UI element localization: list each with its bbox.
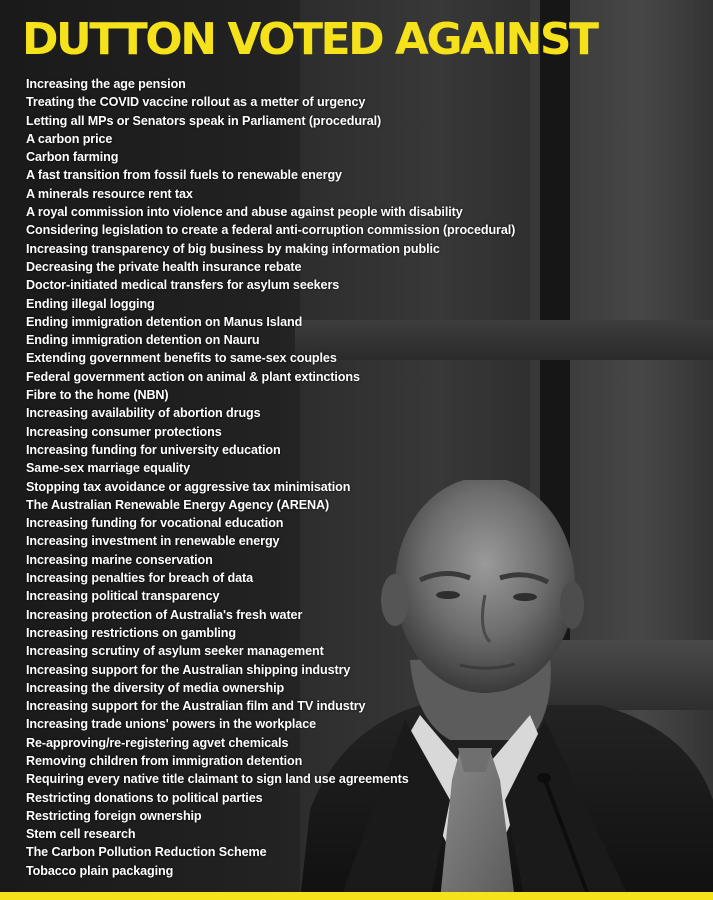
list-item: Considering legislation to create a federal anti-corruption commission (procedural) — [26, 223, 516, 238]
list-item: Carbon farming — [26, 150, 119, 165]
list-item: Increasing scrutiny of asylum seeker management — [26, 644, 324, 659]
list-item: Re-approving/re-registering agvet chemicals — [26, 735, 289, 750]
list-item: Increasing availability of abortion drugs — [26, 406, 261, 421]
list-item: Increasing consumer protections — [26, 424, 222, 439]
list-item: Decreasing the private health insurance rebate — [26, 259, 302, 274]
list-item: Increasing transparency of big business by making information public — [26, 241, 440, 256]
list-item: Requiring every native title claimant to sign land use agreements — [26, 772, 409, 787]
list-item: Increasing funding for university education — [26, 442, 281, 457]
list-item: Ending illegal logging — [26, 296, 155, 311]
list-item: Increasing funding for vocational education — [26, 516, 284, 531]
list-item: Doctor-initiated medical transfers for asylum seekers — [26, 278, 340, 293]
list-item: Increasing trade unions' powers in the workplace — [26, 717, 317, 732]
list-item: Same-sex marriage equality — [26, 461, 191, 476]
list-item: A minerals resource rent tax — [26, 186, 193, 201]
list-item: Federal government action on animal & plant extinctions — [26, 369, 360, 384]
list-item: Increasing penalties for breach of data — [26, 571, 254, 586]
list-item: Ending immigration detention on Manus Island — [26, 314, 303, 329]
list-item: Stopping tax avoidance or aggressive tax minimisation — [26, 479, 351, 494]
list-item: Extending government benefits to same-sex couples — [26, 351, 337, 366]
list-item: Restricting donations to political parties — [26, 790, 263, 805]
list-item: Restricting foreign ownership — [26, 808, 202, 823]
poster-title: DUTTON VOTED AGAINST — [22, 14, 597, 65]
list-item: Removing children from immigration detention — [26, 753, 303, 768]
list-item: Increasing support for the Australian shipping industry — [26, 662, 351, 677]
list-item: Fibre to the home (NBN) — [26, 388, 169, 403]
list-item: Stem cell research — [26, 827, 136, 842]
list-item: A carbon price — [26, 131, 113, 146]
list-item: Increasing marine conservation — [26, 552, 213, 567]
list-item: Increasing investment in renewable energy — [26, 534, 280, 549]
accent-bar — [0, 892, 713, 900]
list-item: Increasing protection of Australia's fresh water — [26, 607, 303, 622]
list-item: A royal commission into violence and abuse against people with disability — [26, 205, 463, 220]
list-item: Letting all MPs or Senators speak in Parliament (procedural) — [26, 113, 382, 128]
list-item: Increasing political transparency — [26, 589, 220, 604]
voted-against-list — [26, 75, 515, 880]
list-item: A fast transition from fossil fuels to renewable energy — [26, 168, 342, 183]
list-item: Tobacco plain packaging — [26, 863, 174, 878]
list-item: Increasing support for the Australian film and TV industry — [26, 699, 366, 714]
list-item: Increasing the diversity of media ownership — [26, 680, 285, 695]
list-item: The Australian Renewable Energy Agency (ARENA) — [26, 497, 330, 512]
list-item: Increasing the age pension — [26, 77, 186, 91]
list-item: Ending immigration detention on Nauru — [26, 333, 260, 348]
list-item: Treating the COVID vaccine rollout as a metter of urgency — [26, 95, 366, 110]
list-item: The Carbon Pollution Reduction Scheme — [26, 845, 267, 860]
list-item: Increasing restrictions on gambling — [26, 625, 236, 640]
